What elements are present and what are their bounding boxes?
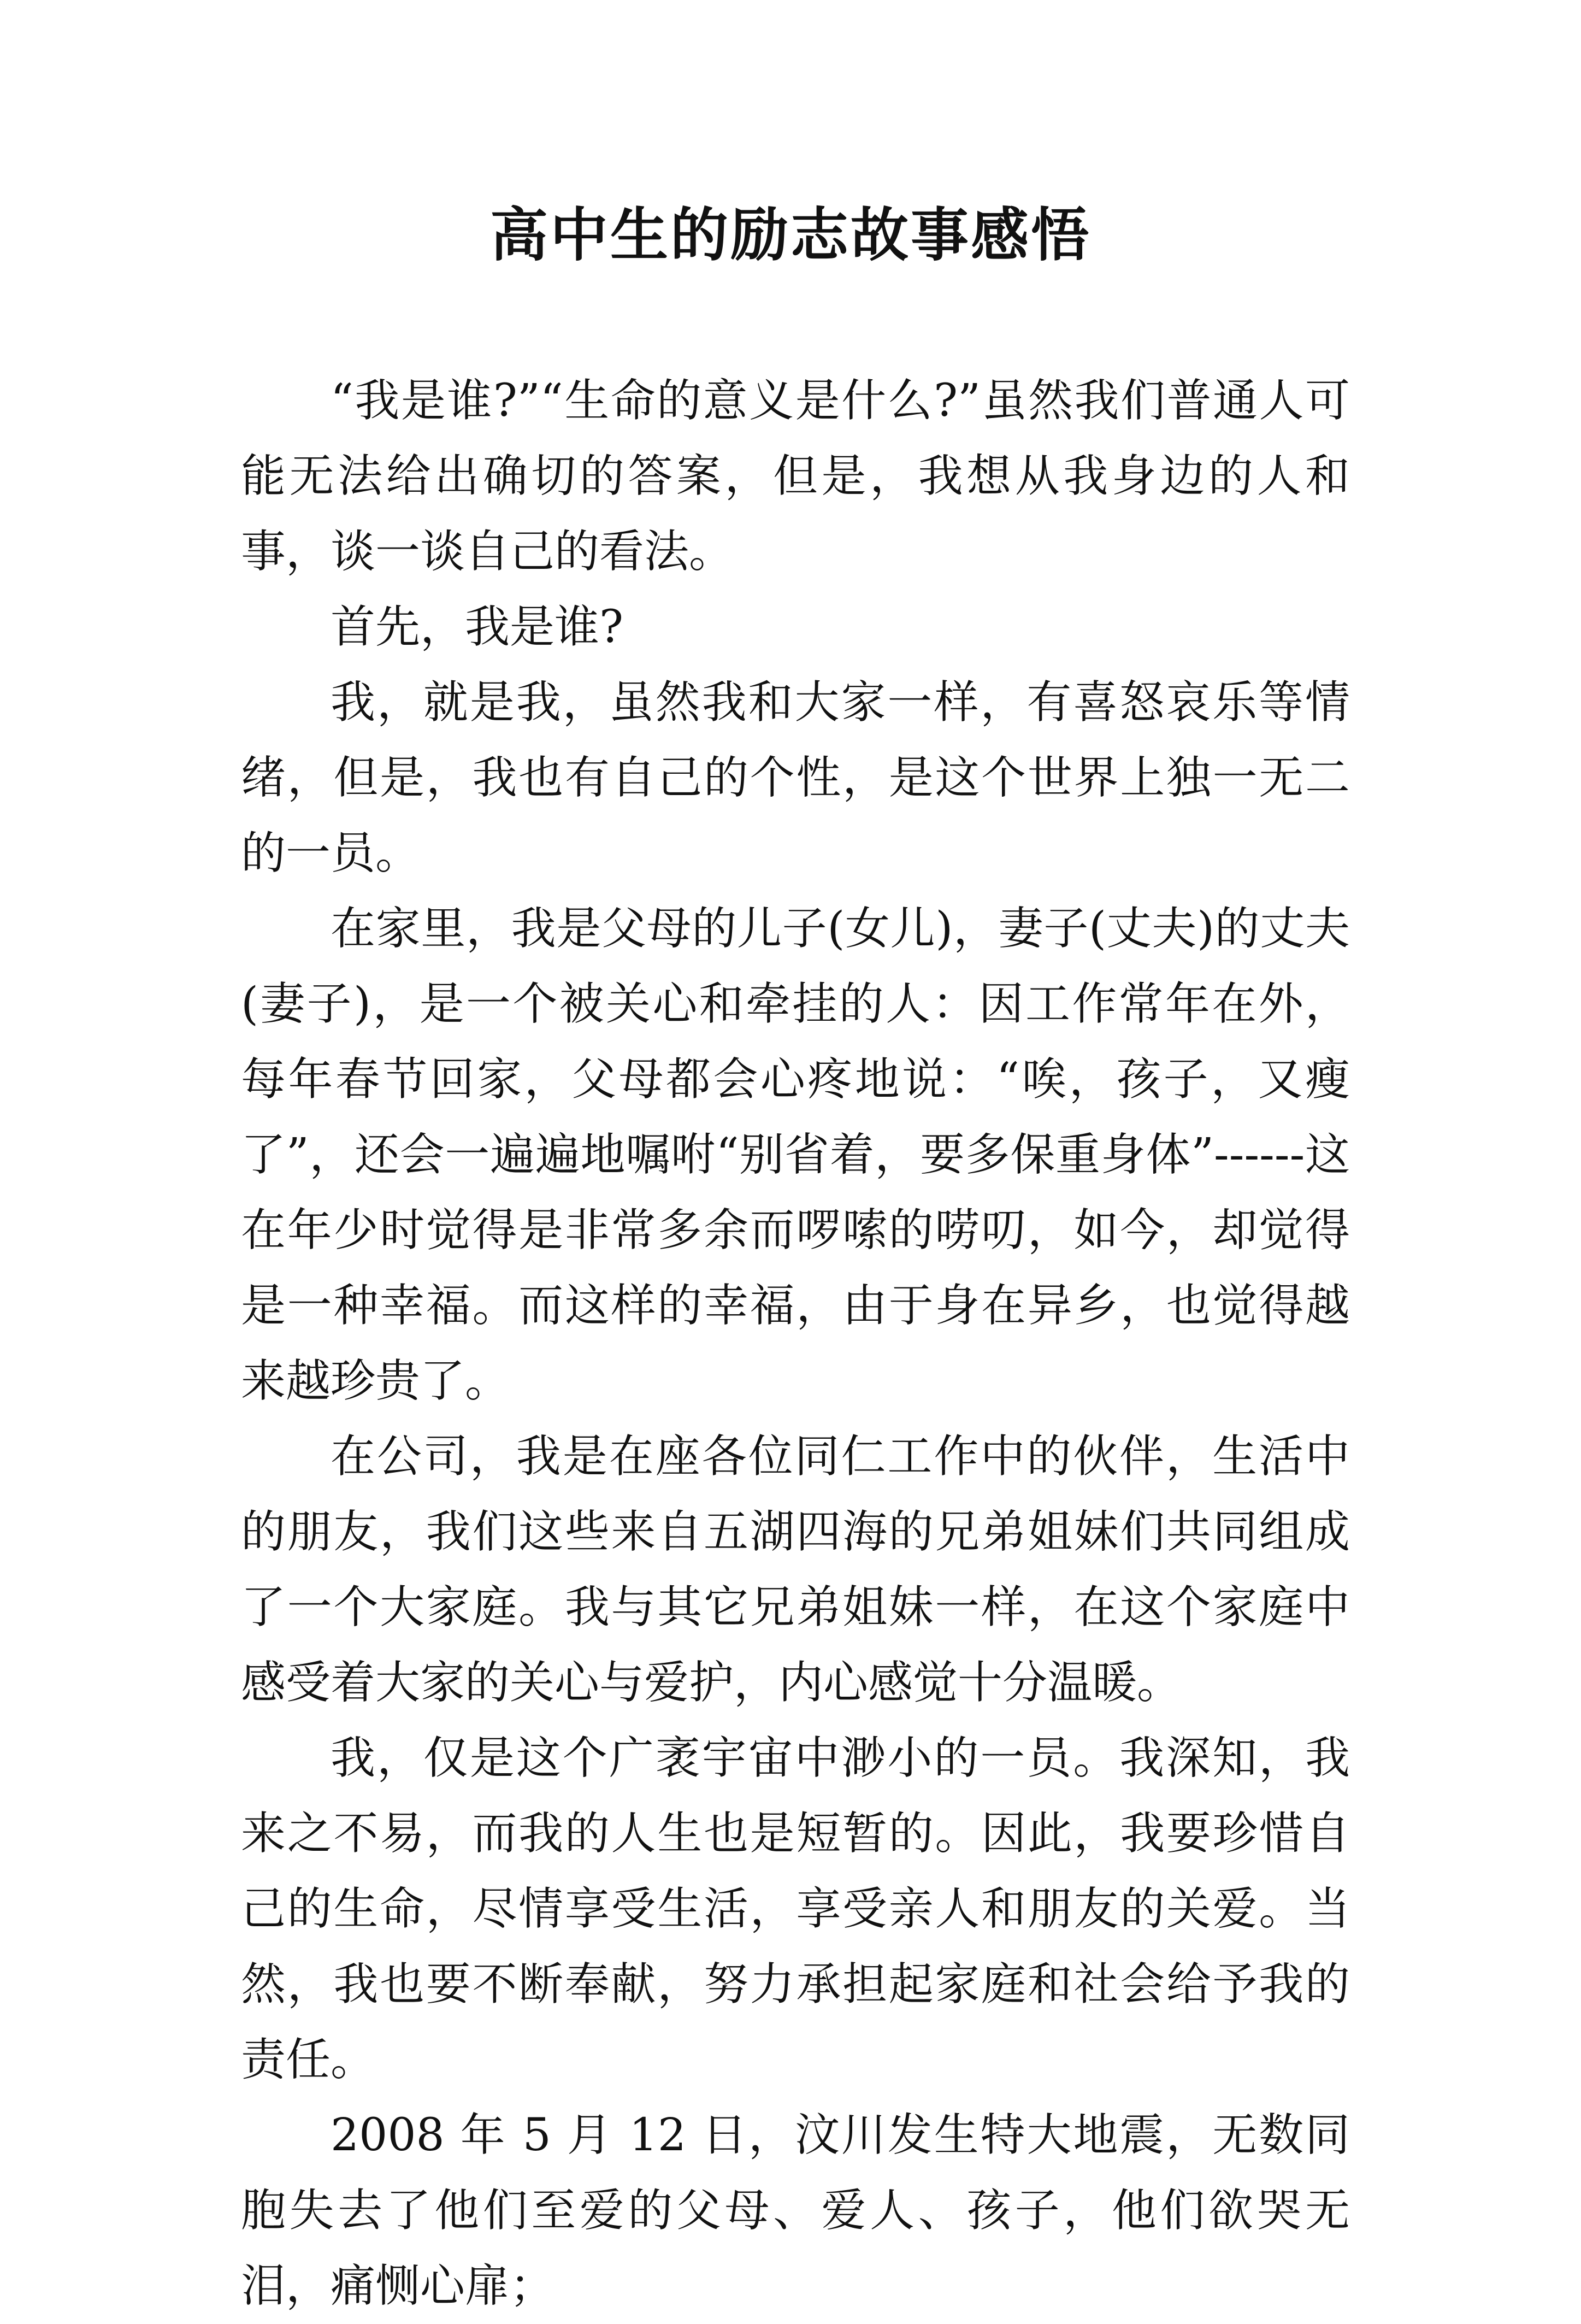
paragraph: 2008 年 5 月 12 日，汶川发生特大地震，无数同胞失去了他们至爱的父母、爱人、孩子，他们欲哭无泪，痛恻心扉； <box>241 2109 1350 2312</box>
paragraph: 在家里，我是父母的儿子(女儿)，妻子(丈夫)的丈夫(妻子)，是一个被关心和牵挂的人：因工作常年在外，每年春节回家，父母都会心疼地说：“唉，孩子，又瘦了”，还会一遍遍地嘱咐“别省着，要多保重身体”------这在年少时觉得是非常多余而啰嗦的唠叨，如今，却觉得是一种幸福。而这样的幸福，由于身在异乡，也觉得越来越珍贵了。 <box>241 903 1350 1407</box>
paragraph: 我，仅是这个广袤宇宙中渺小的一员。我深知，我来之不易，而我的人生也是短暂的。因此，我要珍惜自己的生命，尽情享受生活，享受亲人和朋友的关爱。当然，我也要不断奉献，努力承担起家庭和社会给予我的责任。 <box>241 1732 1350 2086</box>
paragraph: 我，就是我，虽然我和大家一样，有喜怒哀乐等情绪，但是，我也有自己的个性，是这个世界上独一无二的一员。 <box>241 676 1350 879</box>
document-body <box>241 363 1350 2324</box>
paragraph: “我是谁?”“生命的意义是什么?”虽然我们普通人可能无法给出确切的答案，但是，我想从我身边的人和事，谈一谈自己的看法。 <box>241 375 1350 578</box>
paragraph: 在公司，我是在座各位同仁工作中的伙伴，生活中的朋友，我们这些来自五湖四海的兄弟姐妹们共同组成了一个大家庭。我与其它兄弟姐妹一样，在这个家庭中感受着大家的关心与爱护，内心感觉十分温暖。 <box>241 1431 1350 1709</box>
document-title: 高中生的励志故事感悟 <box>490 201 1091 269</box>
paragraph: 首先，我是谁? <box>331 601 623 653</box>
